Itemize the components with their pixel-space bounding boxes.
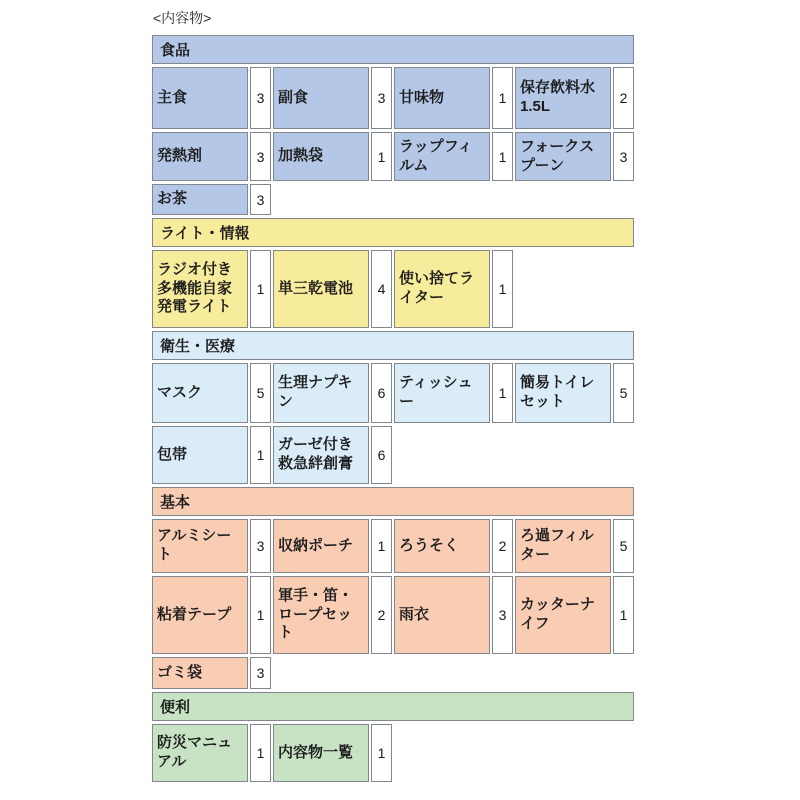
table-row <box>152 184 634 215</box>
item-name-cell: ラップフィルム <box>394 132 490 181</box>
item-qty-cell: 2 <box>492 519 513 573</box>
item-name-cell: お茶 <box>152 184 248 215</box>
item-qty-cell: 5 <box>250 363 271 423</box>
item-qty-cell: 1 <box>250 724 271 782</box>
item-qty-cell: 4 <box>371 250 392 328</box>
section-header-basic: 基本 <box>152 487 634 516</box>
item-qty-cell: 6 <box>371 363 392 423</box>
item-name-cell: ろ過フィルター <box>515 519 611 573</box>
item-qty-cell: 1 <box>250 426 271 484</box>
item-name-cell: 雨衣 <box>394 576 490 654</box>
item-qty-cell: 1 <box>371 519 392 573</box>
section-header-hygiene-medical: 衛生・医療 <box>152 331 634 360</box>
item-name-cell: 保存飲料水1.5L <box>515 67 611 129</box>
item-name-cell: 軍手・笛・ロープセット <box>273 576 369 654</box>
item-name-cell: 収納ポーチ <box>273 519 369 573</box>
item-qty-cell: 3 <box>250 67 271 129</box>
item-qty-cell: 1 <box>250 250 271 328</box>
item-qty-cell: 1 <box>371 132 392 181</box>
item-name-cell: 単三乾電池 <box>273 250 369 328</box>
item-qty-cell: 1 <box>371 724 392 782</box>
item-name-cell: 副食 <box>273 67 369 129</box>
item-qty-cell: 3 <box>492 576 513 654</box>
item-qty-cell: 3 <box>250 132 271 181</box>
item-name-cell: 粘着テープ <box>152 576 248 654</box>
table-row <box>152 519 634 573</box>
item-qty-cell: 3 <box>371 67 392 129</box>
item-name-cell: 発熱剤 <box>152 132 248 181</box>
item-name-cell: 防災マニュアル <box>152 724 248 782</box>
item-qty-cell: 1 <box>613 576 634 654</box>
page-title: <内容物> <box>153 10 212 26</box>
table-row <box>152 576 634 654</box>
item-qty-cell: 3 <box>250 657 271 689</box>
item-name-cell: 加熱袋 <box>273 132 369 181</box>
item-qty-cell: 2 <box>613 67 634 129</box>
item-qty-cell: 5 <box>613 363 634 423</box>
item-qty-cell: 3 <box>250 519 271 573</box>
contents-panel <box>152 8 634 782</box>
item-qty-cell: 1 <box>250 576 271 654</box>
item-qty-cell: 3 <box>250 184 271 215</box>
table-row <box>152 724 634 782</box>
item-name-cell: ろうそく <box>394 519 490 573</box>
item-name-cell: ガーゼ付き救急絆創膏 <box>273 426 369 484</box>
item-qty-cell: 1 <box>492 67 513 129</box>
item-name-cell: 生理ナプキン <box>273 363 369 423</box>
section-header-food: 食品 <box>152 35 634 64</box>
item-name-cell: 内容物一覧 <box>273 724 369 782</box>
contents-table <box>152 35 634 782</box>
item-name-cell: マスク <box>152 363 248 423</box>
table-row <box>152 657 634 689</box>
item-name-cell: カッターナイフ <box>515 576 611 654</box>
item-qty-cell: 6 <box>371 426 392 484</box>
table-row <box>152 250 634 328</box>
item-name-cell: フォークスプーン <box>515 132 611 181</box>
item-qty-cell: 2 <box>371 576 392 654</box>
table-row <box>152 363 634 423</box>
table-row <box>152 426 634 484</box>
item-name-cell: 使い捨てライター <box>394 250 490 328</box>
section-header-light-info: ライト・情報 <box>152 218 634 247</box>
item-name-cell: 簡易トイレセット <box>515 363 611 423</box>
item-name-cell: ティッシュー <box>394 363 490 423</box>
item-qty-cell: 1 <box>492 363 513 423</box>
item-qty-cell: 1 <box>492 132 513 181</box>
item-name-cell: 主食 <box>152 67 248 129</box>
item-name-cell: ラジオ付き多機能自家発電ライト <box>152 250 248 328</box>
table-row <box>152 132 634 181</box>
item-name-cell: アルミシート <box>152 519 248 573</box>
item-qty-cell: 1 <box>492 250 513 328</box>
table-row <box>152 67 634 129</box>
section-header-convenience: 便利 <box>152 692 634 721</box>
item-qty-cell: 5 <box>613 519 634 573</box>
item-name-cell: ゴミ袋 <box>152 657 248 689</box>
item-name-cell: 甘味物 <box>394 67 490 129</box>
item-qty-cell: 3 <box>613 132 634 181</box>
item-name-cell: 包帯 <box>152 426 248 484</box>
